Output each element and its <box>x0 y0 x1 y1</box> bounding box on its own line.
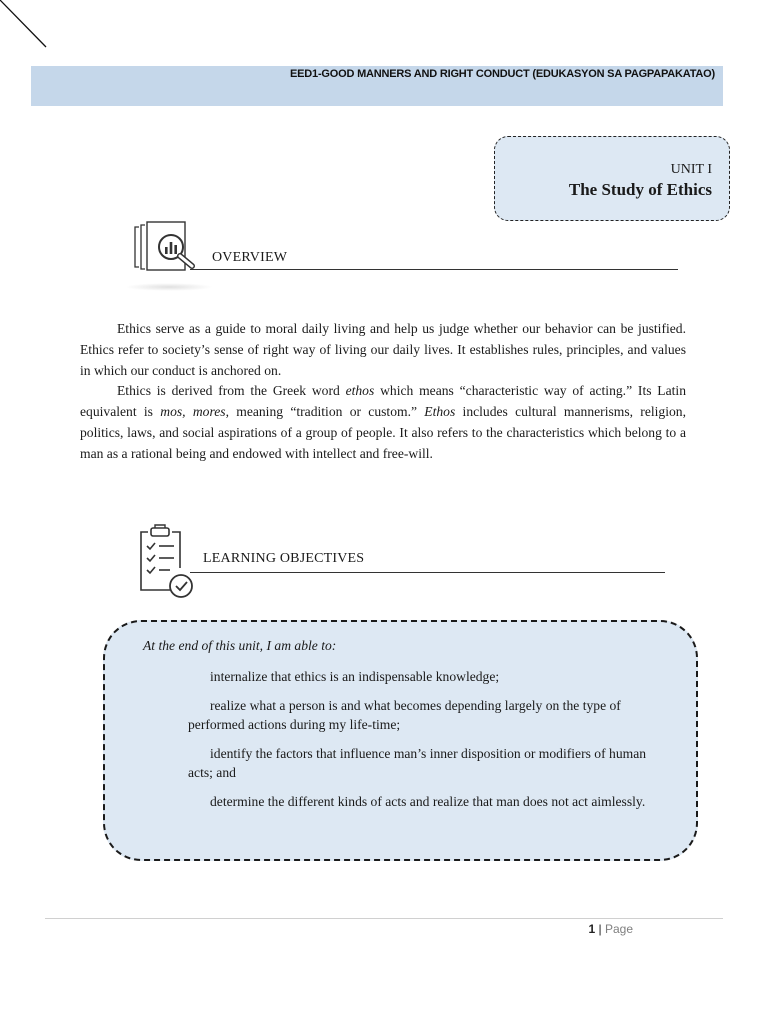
page-number: 1 <box>588 922 596 936</box>
icon-shadow <box>125 283 213 291</box>
page-footer <box>588 922 633 936</box>
overview-divider <box>190 269 678 270</box>
overview-text <box>80 319 686 465</box>
unit-label: UNIT I <box>670 162 712 177</box>
corner-mark <box>0 0 50 50</box>
term-mos-mores: mos, mores <box>160 404 226 420</box>
objectives-box <box>103 620 698 861</box>
learning-objectives-heading: LEARNING OBJECTIVES <box>203 551 365 566</box>
overview-paragraph-1: Ethics serve as a guide to moral daily living and help us judge whether our behavior can be justified. Ethics refer to society’s sense of right way of living our daily lives. It establishes rules, principles, and values in which our conduct is anchored on. <box>80 321 686 378</box>
clipboard-checklist-icon <box>136 524 198 600</box>
overview-paragraph-2: Ethics is derived from the Greek word ethos which means “characteristic way of acting.” Its Latin equivalent is mos, mores, meaning “tradition or custom.” Ethos includes cultural mannerisms, religion, politics, laws, and social aspirations of a group of people. It also refers to the characteristics which belong to a man as a rational being and endowed with intellect and free-will. <box>80 383 686 461</box>
objective-item: identify the factors that influence man’s inner disposition or modifiers of human acts; and <box>188 746 647 780</box>
objective-item: internalize that ethics is an indispensable knowledge; <box>210 669 500 684</box>
term-ethos-2: Ethos <box>424 404 456 420</box>
page-separator: | <box>598 922 602 936</box>
term-ethos: ethos <box>345 383 375 399</box>
footer-divider <box>45 918 723 919</box>
learning-objectives-divider <box>190 572 665 573</box>
overview-heading: OVERVIEW <box>212 250 288 265</box>
page-label: Page <box>604 922 633 936</box>
header-band <box>31 66 723 106</box>
objectives-list <box>188 667 658 821</box>
course-title: EED1-GOOD MANNERS AND RIGHT CONDUCT (EDUKASYON SA PAGPAPAKATAO) <box>290 68 715 80</box>
document-magnifier-chart-icon <box>130 220 220 276</box>
objective-item: realize what a person is and what becomes depending largely on the type of performed actions during my life-time; <box>188 698 621 732</box>
objectives-intro: At the end of this unit, I am able to: <box>143 638 337 653</box>
unit-title: The Study of Ethics <box>568 180 712 199</box>
objective-item: determine the different kinds of acts and realize that man does not act aimlessly. <box>210 794 646 809</box>
unit-box <box>494 136 730 221</box>
